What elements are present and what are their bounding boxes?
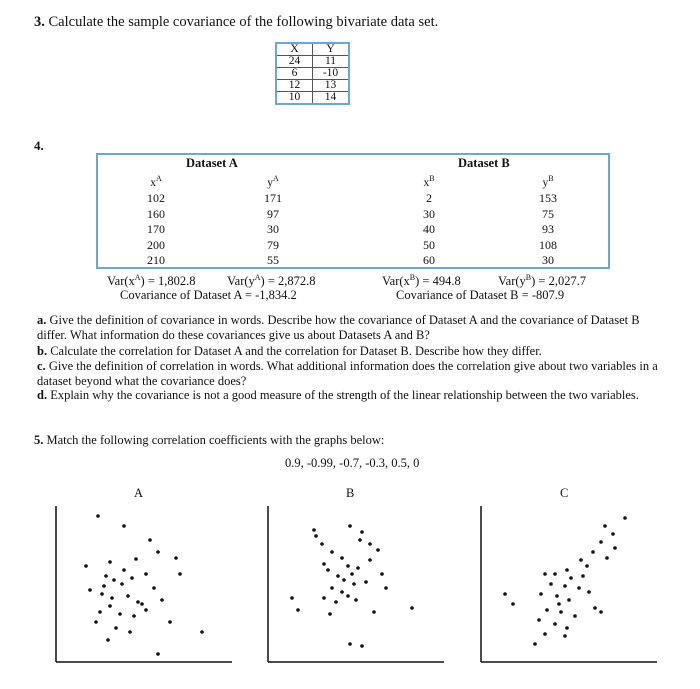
graph-b-label: B (346, 486, 355, 500)
dataset-b-y-column (528, 171, 568, 269)
question-3-text: Calculate the sample covariance of the following bivariate data set. (48, 14, 439, 30)
list-item: 170 (147, 222, 165, 237)
table-cell: 14 (313, 92, 350, 105)
dataset-a-x-header: $x^A$ (150, 174, 162, 189)
table-header-y: Y (313, 43, 350, 56)
data-points (503, 516, 627, 646)
question-4-part-c: c. Give the definition of correlation in words. What additional information does the correlation give about two variables in a dataset beyond what the covariance does? (37, 359, 658, 388)
list-item: 55 (267, 253, 279, 268)
dataset-b-y-header: $y^B$ (542, 174, 554, 189)
dataset-a-y-column (253, 171, 293, 269)
list-item: 200 (147, 237, 165, 252)
question-4-number: 4. (34, 138, 44, 153)
dataset-a-variance-x: $Var(x^A) = 1,802.8$ (107, 273, 196, 289)
list-item: 40 (423, 222, 435, 237)
table-row (276, 68, 349, 80)
scatter-plot-a (50, 504, 235, 666)
data-points (84, 514, 204, 656)
table-cell: 12 (276, 80, 313, 92)
list-item: 210 (147, 253, 165, 268)
graph-a-label: A (134, 486, 144, 500)
dataset-b-x-column (409, 171, 449, 269)
list-item: 30 (423, 206, 435, 221)
list-item: 93 (542, 222, 554, 237)
list-item: 75 (542, 206, 554, 221)
table-row (276, 56, 349, 68)
dataset-b-variance-y: $Var(y^B) = 2,027.7$ (498, 273, 587, 289)
question-5 (34, 433, 384, 448)
table-header-row (276, 43, 349, 56)
dataset-a-y-header: $y^A$ (267, 174, 279, 189)
list-item: 2 (426, 191, 432, 206)
table-cell: 24 (276, 56, 313, 68)
table-row (276, 92, 349, 105)
correlation-coefficients: 0.9, -0.99, -0.7, -0.3, 0.5, 0 (285, 456, 420, 470)
question-4-part-a: a. Give the definition of covariance in words. Describe how the covariance of Dataset A and the covariance of Dataset B differ. What information do these covariances give us about Datasets A and B? (37, 313, 640, 342)
table-row (276, 80, 349, 92)
graph-c-label: C (560, 486, 569, 500)
table-cell: 6 (276, 68, 313, 80)
question-3 (34, 14, 438, 31)
question-4-part-d: d. Explain why the covariance is not a good measure of the strength of the linear relationship between the two variables. (37, 388, 639, 402)
list-item: 79 (267, 237, 279, 252)
dataset-a-x-column (136, 171, 176, 269)
list-item: 171 (264, 191, 282, 206)
question-5-text: Match the following correlation coefficients with the graphs below: (46, 433, 385, 447)
dataset-b-covariance: Covariance of Dataset B = -807.9 (396, 288, 565, 302)
table-cell: 13 (313, 80, 350, 92)
question-3-number: 3. (34, 14, 45, 30)
question-5-number: 5. (34, 433, 44, 447)
dataset-b-title: Dataset B (458, 156, 510, 170)
list-item: 50 (423, 237, 435, 252)
table-cell: -10 (313, 68, 350, 80)
dataset-b-x-header: $x^B$ (423, 174, 435, 189)
list-item: 97 (267, 206, 279, 221)
dataset-a-covariance: Covariance of Dataset A = -1,834.2 (120, 288, 297, 302)
list-item: 160 (147, 206, 165, 221)
list-item: 60 (423, 253, 435, 268)
dataset-b-variance-x: $Var(x^B) = 494.8$ (382, 273, 461, 289)
datasets-box (96, 153, 610, 269)
list-item: 153 (539, 191, 557, 206)
question-4-part-b: b. Calculate the correlation for Dataset A and the correlation for Dataset B. Describe how they differ. (37, 344, 542, 358)
data-points (290, 524, 414, 648)
dataset-a-title: Dataset A (186, 156, 238, 170)
table-cell: 10 (276, 92, 313, 105)
xy-data-table (275, 42, 350, 105)
list-item: 30 (542, 253, 554, 268)
table-header-x: X (276, 43, 313, 56)
table-cell: 11 (313, 56, 350, 68)
list-item: 108 (539, 237, 557, 252)
list-item: 30 (267, 222, 279, 237)
list-item: 102 (147, 191, 165, 206)
scatter-plot-b (262, 504, 447, 666)
scatter-plot-c (475, 504, 660, 666)
dataset-a-variance-y: $Var(y^A) = 2,872.8$ (227, 273, 316, 289)
